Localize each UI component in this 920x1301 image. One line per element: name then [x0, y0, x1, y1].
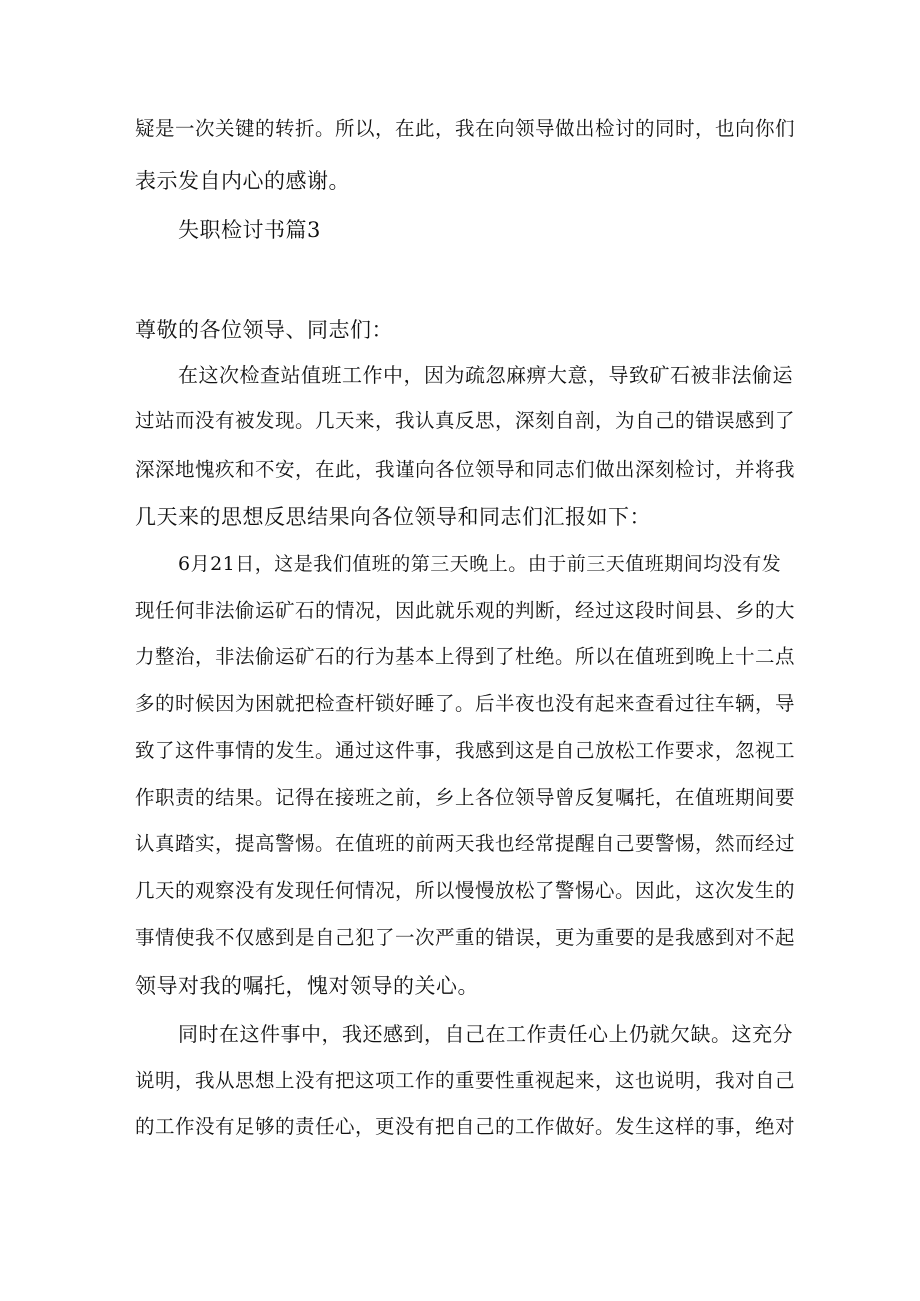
text-line: 事情使我不仅感到是自己犯了一次严重的错误，更为重要的是我感到对不起 [135, 926, 796, 949]
text-line: 6月21日，这是我们值班的第三天晚上。由于前三天值班期间均没有发 [178, 553, 782, 575]
text-line: 认真踏实，提高警惕。在值班的前两天我也经常提醒自己要警惕，然而经过 [135, 832, 796, 855]
text-line: 领导对我的嘱托，愧对领导的关心。 [135, 974, 479, 998]
text-line: 过站而没有被发现。几天来，我认真反思，深刻自剖，为自己的错误感到了 [135, 409, 796, 432]
text-line: 多的时候因为困就把检查杆锁好睡了。后半夜也没有起来查看过往车辆，导 [135, 692, 796, 715]
text-line: 力整治，非法偷运矿石的行为基本上得到了杜绝。所以在值班到晚上十二点 [135, 645, 796, 668]
text-line: 几天来的思想反思结果向各位领导和同志们汇报如下： [135, 505, 651, 529]
text-line: 表示发自内心的感谢。 [135, 169, 350, 193]
text-line: 同时在这件事中，我还感到，自己在工作责任心上仍就欠缺。这充分 [178, 1022, 793, 1046]
text-line: 疑是一次关键的转折。所以，在此，我在向领导做出检讨的同时，也向你们 [135, 117, 796, 140]
salutation: 尊敬的各位领导、同志们： [135, 318, 393, 342]
text-line: 的工作没有足够的责任心，更没有把自己的工作做好。发生这样的事，绝对 [135, 1115, 796, 1138]
text-line: 现任何非法偷运矿石的情况，因此就乐观的判断，经过这段时间县、乡的大 [135, 599, 796, 622]
text-line: 在这次检查站值班工作中，因为疏忽麻痹大意，导致矿石被非法偷运 [178, 363, 793, 387]
text-line: 深深地愧疚和不安，在此，我谨向各位领导和同志们做出深刻检讨，并将我 [135, 458, 796, 481]
text-line: 作职责的结果。记得在接班之前，乡上各位领导曾反复嘱托，在值班期间要 [135, 786, 796, 809]
section-heading: 失职检讨书篇3 [178, 218, 321, 242]
text-line: 几天的观察没有发现任何情况，所以慢慢放松了警惕心。因此，这次发生的 [135, 879, 796, 902]
text-line: 说明，我从思想上没有把这项工作的重要性重视起来，这也说明，我对自己 [135, 1069, 796, 1092]
text-line: 致了这件事情的发生。通过这件事，我感到这是自己放松工作要求，忽视工 [135, 739, 796, 762]
